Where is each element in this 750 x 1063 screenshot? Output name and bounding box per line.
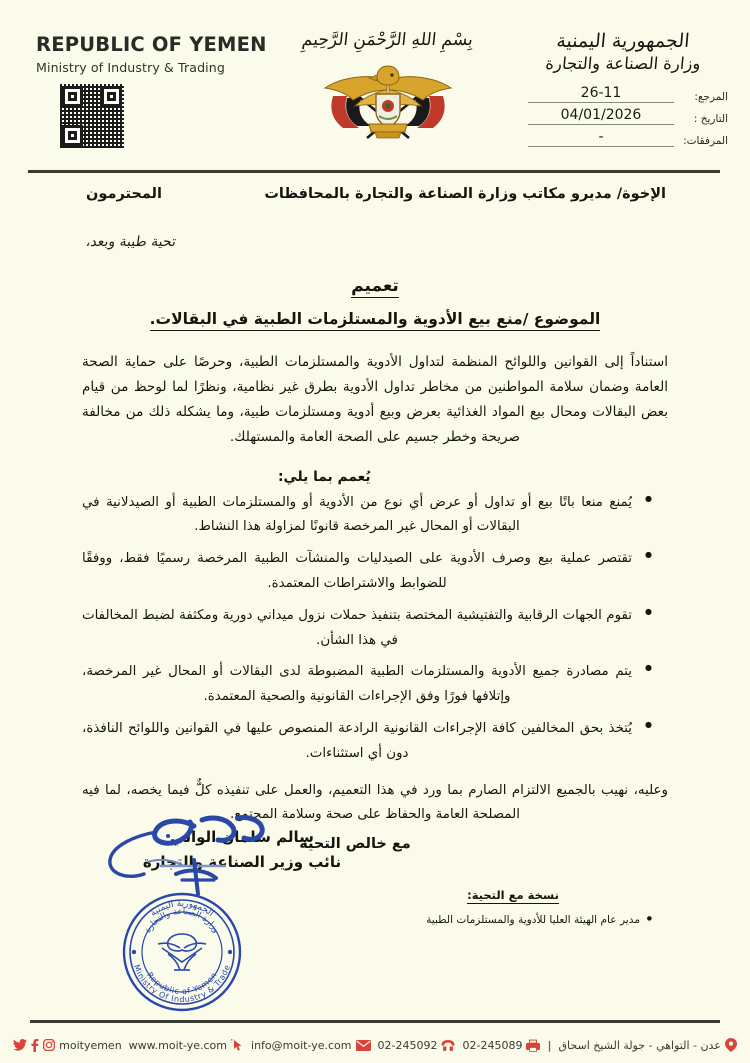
letter-body bbox=[0, 186, 750, 852]
qr-code bbox=[58, 82, 126, 150]
addressee-row bbox=[0, 186, 750, 202]
greeting-text: تحية طيبة وبعد، bbox=[84, 234, 178, 250]
attachments-value: - bbox=[528, 129, 674, 147]
addressee-text: الإخوة/ مديرو مكاتب وزارة الصناعة والتجارة بالمحافظات bbox=[264, 186, 666, 202]
cursor-click-icon bbox=[231, 1039, 244, 1052]
email-address: info@moit-ye.com bbox=[251, 1038, 352, 1052]
phone-number: 02-245092 bbox=[377, 1038, 438, 1052]
svg-text:Ministry Of Industry & Trade: Ministry Of Industry & Trade bbox=[131, 963, 233, 1005]
date-value: 04/01/2026 bbox=[528, 107, 674, 125]
signatory-role: نائب وزير الصناعة والتجارة bbox=[142, 853, 342, 871]
telephone-icon bbox=[441, 1039, 455, 1052]
official-stamp bbox=[118, 888, 246, 1016]
clause-item: ● يُتخذ بحق المخالفين كافة الإجراءات القانونية الرادعة المنصوص عليها في القوانين واللوائح النافذة، دون أي استثناءات. bbox=[82, 717, 646, 767]
clauses-list bbox=[82, 491, 668, 767]
social-handle: moityemen bbox=[59, 1038, 122, 1052]
fax-number: 02-245089 bbox=[462, 1038, 523, 1052]
fax-icon bbox=[526, 1039, 540, 1052]
footer-divider bbox=[30, 1020, 720, 1023]
republic-name-ar: الجمهورية اليمنية bbox=[555, 30, 691, 52]
header-divider bbox=[28, 170, 720, 173]
signatory-name: سالم سلمان الوالي bbox=[170, 828, 314, 846]
clause-item: ● يتم مصادرة جميع الأدوية والمستلزمات الطبية المضبوطة لدى البقالات أو المحال غير المرخصة، وإتلافها فورًا وفق الإجراءات القانونية والصحية المعتمدة. bbox=[82, 660, 646, 710]
cc-list bbox=[358, 912, 668, 929]
clause-item: ● يُمنع منعا باتًا بيع أو تداول أو عرض أي نوع من الأدوية أو والمستلزمات الطبية أو الصيدلانية في البقالات أو المحال غير المرخصة قانونًا لمزاولة هذا النشاط. bbox=[82, 491, 646, 541]
location-pin-icon bbox=[725, 1038, 737, 1052]
twitter-icon bbox=[13, 1039, 27, 1051]
basmala-text: بِسْمِ اللهِ الرَّحْمَنِ الرَّحِيمِ bbox=[301, 30, 474, 50]
svg-text:Republic of Yemen: Republic of Yemen bbox=[144, 970, 220, 997]
reference-number-row bbox=[528, 81, 728, 103]
cc-title: نسخة مع التحية: bbox=[467, 888, 559, 902]
attachments-row bbox=[528, 125, 728, 147]
address-text: عدن - التواهي - جولة الشيخ اسحاق bbox=[558, 1038, 721, 1052]
attachments-label: المرفقات: bbox=[683, 135, 728, 147]
footer-contact-bar bbox=[0, 1030, 750, 1060]
date-row bbox=[528, 103, 728, 125]
reference-label: المرجع: bbox=[694, 91, 728, 103]
fax-group bbox=[462, 1039, 540, 1052]
regards-text: مع خالص التحية bbox=[299, 836, 411, 853]
address-group bbox=[558, 1038, 736, 1052]
clauses-lead-in: يُعمم بما يلي: bbox=[278, 468, 371, 485]
cc-section bbox=[358, 888, 668, 929]
letterhead-left bbox=[36, 34, 296, 150]
website-group bbox=[129, 1039, 244, 1052]
organization-name-en: REPUBLIC OF YEMEN bbox=[36, 33, 267, 56]
document-title: تعميم bbox=[351, 276, 399, 296]
letterhead-center bbox=[295, 30, 480, 150]
closing-paragraph: وعليه، نهيب بالجميع الالتزام الصارم بما ورد في هذا التعميم، والعمل على تنفيذه كلٌّ فيما يخصه، لما فيه المصلحة العامة والحفاظ على صحة وسلامة المجتمع. bbox=[82, 782, 668, 823]
intro-paragraph: استناداً إلى القوانين واللوائح المنظمة لتداول الأدوية والمستلزمات الطبية، وحرصًا على حماية الصحة العامة وضمان سلامة المواطنين من مخاطر تداول الأدوية بطرق غير نظامية، ونظرًا لما لوحظ من قيام بعض البقالات ومحال بيع المواد الغذائية بعرض وبيع أدوية ومستلزمات طبية، وما يشكله ذلك من مخالفة صريحة وخطر جسيم على الصحة العامة والمستهلك. bbox=[82, 354, 668, 446]
letterhead-right bbox=[518, 30, 728, 147]
social-group bbox=[13, 1039, 122, 1052]
footer-separator: | bbox=[547, 1038, 552, 1052]
letterhead bbox=[0, 0, 750, 172]
reference-fields bbox=[528, 81, 728, 147]
signature-block bbox=[92, 828, 392, 871]
svg-text:وزارة الصناعة والتجارة: وزارة الصناعة والتجارة bbox=[143, 906, 222, 935]
facebook-icon bbox=[31, 1039, 39, 1052]
reference-value: 26-11 bbox=[528, 85, 674, 103]
cc-item: ● مدير عام الهيئة العليا للأدوية والمستلزمات الطبية bbox=[358, 912, 652, 929]
document-subject: الموضوع /منع بيع الأدوية والمستلزمات الطبية في البقالات. bbox=[0, 310, 750, 328]
ministry-name-ar: وزارة الصناعة والتجارة bbox=[544, 54, 702, 73]
email-group bbox=[251, 1039, 371, 1052]
date-label: التاريخ : bbox=[693, 113, 728, 125]
svg-text:الجمهورية اليمنية: الجمهورية اليمنية bbox=[148, 898, 216, 919]
phone-group bbox=[378, 1039, 456, 1052]
website-url: www.moit-ye.com bbox=[128, 1038, 228, 1052]
envelope-icon bbox=[356, 1040, 371, 1051]
clause-item: ● تقتصر عملية بيع وصرف الأدوية على الصيدليات والمنشآت الطبية المرخصة رسميًا فقط، ووفقًا للضوابط والاشتراطات المعتمدة. bbox=[82, 547, 646, 597]
yemen-eagle-emblem-icon bbox=[313, 54, 463, 146]
instagram-icon bbox=[43, 1039, 55, 1051]
respect-text: المحترمون bbox=[86, 186, 162, 202]
ministry-name-en: Ministry of Industry & Trading bbox=[36, 60, 225, 76]
clause-item: ● تقوم الجهات الرقابية والتفتيشية المختصة بتنفيذ حملات نزول ميداني دورية ومكثفة لضبط المخالفات في هذا الشأن. bbox=[82, 604, 646, 654]
